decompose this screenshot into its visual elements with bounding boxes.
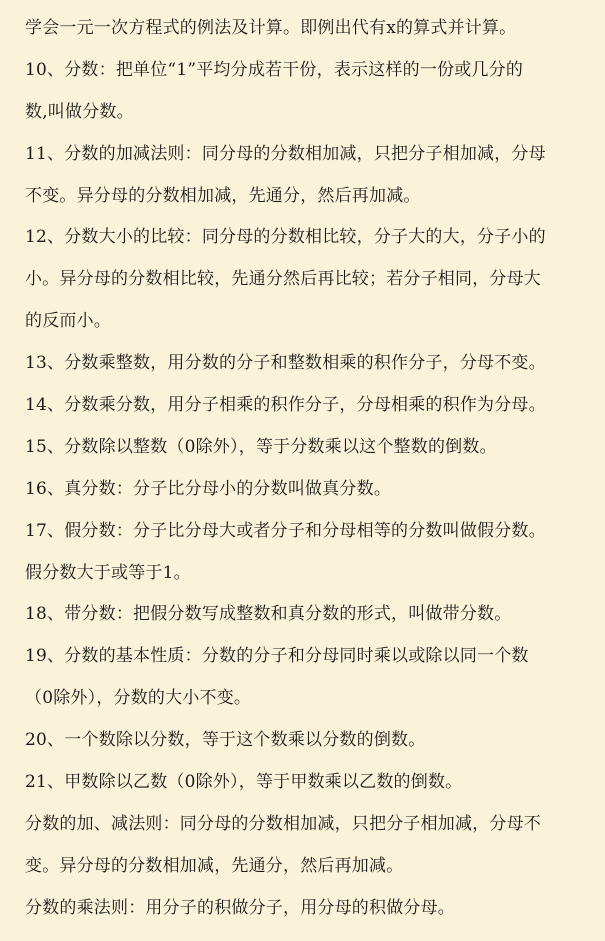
text-line-add-sub-rule-cont: 变。异分母的分数相加减，先通分，然后再加减。 [25, 855, 404, 876]
text-line-multiply-rule: 分数的乘法则：用分子的积做分子，用分母的积做分母。 [25, 897, 455, 918]
document-page [0, 8, 605, 941]
text-line-add-sub-rule: 分数的加、减法则：同分母的分数相加减，只把分子相加减，分母不 [25, 813, 541, 834]
text-line-item-19-cont: （0除外），分数的大小不变。 [25, 688, 252, 709]
text-line-item-10: 10、分数：把单位“1”平均分成若干份，表示这样的一份或几分的 [25, 59, 524, 80]
text-line-item-10-cont: 数,叫做分数。 [25, 101, 134, 122]
text-line-item-12-cont-2: 的反而小。 [25, 311, 111, 332]
text-line-item-11: 11、分数的加减法则：同分母的分数相加减，只把分子相加减，分母 [25, 143, 546, 164]
text-line-item-12-cont: 小。异分母的分数相比较，先通分然后再比较；若分子相同，分母大 [25, 269, 541, 290]
text-line-item-13: 13、分数乘整数，用分数的分子和整数相乘的积作分子，分母不变。 [25, 353, 546, 374]
text-line-equation-method: 学会一元一次方程式的例法及计算。即例出代有x的算式并计算。 [25, 18, 517, 38]
text-line-item-17: 17、假分数：分子比分母大或者分子和分母相等的分数叫做假分数。 [25, 520, 546, 541]
text-line-item-12: 12、分数大小的比较：同分母的分数相比较，分子大的大，分子小的 [25, 227, 546, 248]
text-line-item-15: 15、分数除以整数（0除外），等于分数乘以这个整数的倒数。 [25, 436, 497, 457]
text-line-item-14: 14、分数乘分数，用分子相乘的积作分子，分母相乘的积作为分母。 [25, 395, 546, 416]
text-line-item-18: 18、带分数：把假分数写成整数和真分数的形式，叫做带分数。 [25, 604, 512, 625]
text-line-item-19: 19、分数的基本性质：分数的分子和分母同时乘以或除以同一个数 [25, 646, 529, 667]
text-line-item-21: 21、甲数除以乙数（0除外），等于甲数乘以乙数的倒数。 [25, 772, 463, 793]
text-line-item-11-cont: 不变。异分母的分数相加减，先通分，然后再加减。 [25, 185, 421, 206]
text-line-item-17-cont: 假分数大于或等于1。 [25, 562, 191, 583]
text-line-item-20: 20、一个数除以分数，等于这个数乘以分数的倒数。 [25, 730, 426, 751]
text-line-item-16: 16、真分数：分子比分母小的分数叫做真分数。 [25, 478, 392, 499]
